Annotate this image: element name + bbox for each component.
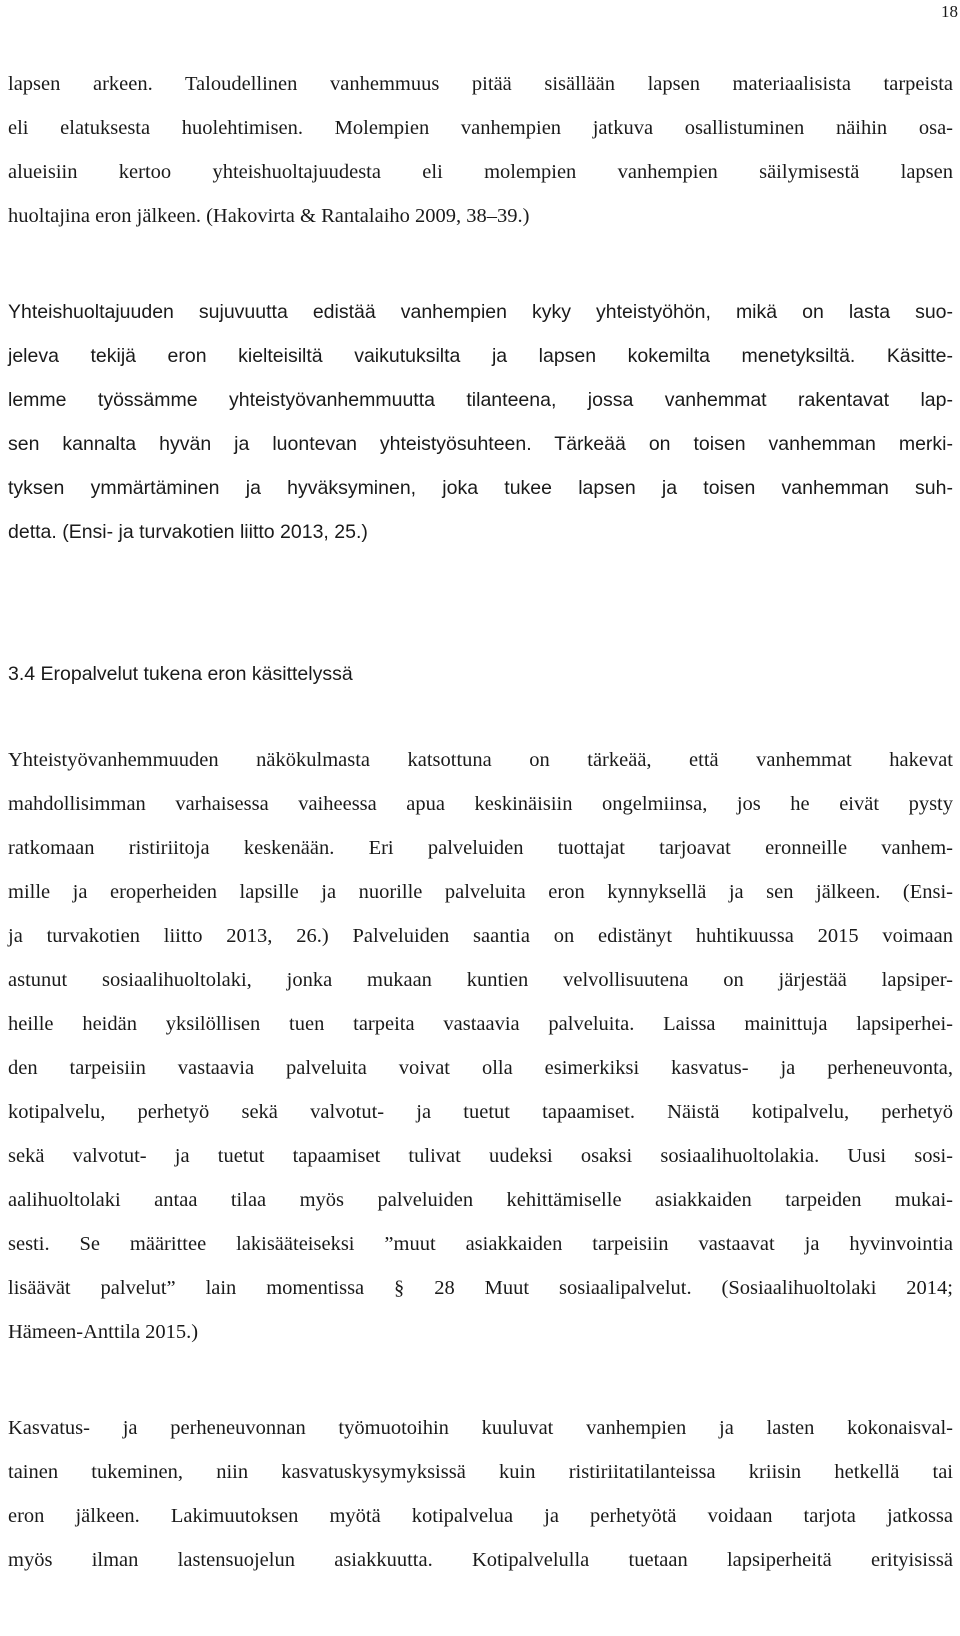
text-line: sekä valvotut- ja tuetut tapaamiset tulivat uudeksi osaksi sosiaalihuoltolakia. Uusi sosi- bbox=[8, 1145, 953, 1167]
text-line: detta. (Ensi- ja turvakotien liitto 2013, 25.) bbox=[8, 521, 368, 543]
text-line: lemme työssämme yhteistyövanhemmuutta tilanteena, jossa vanhemmat rakentavat lap- bbox=[8, 389, 953, 411]
text-line: sen kannalta hyvän ja luontevan yhteistyösuhteen. Tärkeää on toisen vanhemman merki- bbox=[8, 433, 953, 455]
text-line: alueisiin kertoo yhteishuoltajuudesta eli molempien vanhempien säilymisestä lapsen bbox=[8, 161, 953, 183]
text-line: jeleva tekijä eron kielteisiltä vaikutuksilta ja lapsen kokemilta menetyksiltä. Käsitte- bbox=[8, 345, 953, 367]
text-line: lisäävät palvelut” lain momentissa § 28 Muut sosiaalipalvelut. (Sosiaalihuoltolaki 2014; bbox=[8, 1277, 953, 1299]
text-line: eli elatuksesta huolehtimisen. Molempien vanhempien jatkuva osallistuminen näihin osa- bbox=[8, 117, 953, 139]
paragraph-divorce-services bbox=[8, 738, 953, 1354]
text-line: Hämeen-Anttila 2015.) bbox=[8, 1321, 199, 1343]
text-line: Kasvatus- ja perheneuvonnan työmuotoihin kuuluvat vanhempien ja lasten kokonaisval- bbox=[8, 1417, 953, 1439]
text-line: ja turvakotien liitto 2013, 26.) Palveluiden saantia on edistänyt huhtikuussa 2015 voimaan bbox=[8, 925, 953, 947]
text-line: ratkomaan ristiriitoja keskenään. Eri palveluiden tuottajat tarjoavat eronneille vanhem- bbox=[8, 837, 953, 859]
text-line: astunut sosiaalihuoltolaki, jonka mukaan kuntien velvollisuutena on järjestää lapsiper- bbox=[8, 969, 953, 991]
text-line: Yhteistyövanhemmuuden näkökulmasta katsottuna on tärkeää, että vanhemmat hakevat bbox=[8, 749, 953, 771]
text-line: mahdollisimman varhaisessa vaiheessa apua keskinäisiin ongelmiinsa, jos he eivät pysty bbox=[8, 793, 953, 815]
text-line: eron jälkeen. Lakimuutoksen myötä kotipalvelua ja perhetyötä voidaan tarjota jatkossa bbox=[8, 1505, 953, 1527]
paragraph-family-counselling bbox=[8, 1406, 953, 1582]
text-line: tainen tukeminen, niin kasvatuskysymyksissä kuin ristiriitatilanteissa kriisin hetkellä tai bbox=[8, 1461, 953, 1483]
text-line: heille heidän yksilöllisen tuen tarpeita vastaavia palveluita. Laissa mainittuja lapsiperhei- bbox=[8, 1013, 953, 1035]
text-line: mille ja eroperheiden lapsille ja nuorille palveluita eron kynnyksellä ja sen jälkeen. (Ensi- bbox=[8, 881, 953, 903]
text-line: myös ilman lastensuojelun asiakkuutta. Kotipalvelulla tuetaan lapsiperheitä erityisissä bbox=[8, 1549, 953, 1571]
text-line: tyksen ymmärtäminen ja hyväksyminen, joka tukee lapsen ja toisen vanhemman suh- bbox=[8, 477, 953, 499]
paragraph-joint-custody bbox=[8, 290, 953, 554]
text-line: huoltajina eron jälkeen. (Hakovirta & Rantalaiho 2009, 38–39.) bbox=[8, 205, 530, 227]
text-line: Yhteishuoltajuuden sujuvuutta edistää vanhempien kyky yhteistyöhön, mikä on lasta suo- bbox=[8, 301, 953, 323]
text-line: den tarpeisiin vastaavia palveluita voivat olla esimerkiksi kasvatus- ja perheneuvonta, bbox=[8, 1057, 953, 1079]
paragraph-family-economics bbox=[8, 62, 953, 238]
text-line: lapsen arkeen. Taloudellinen vanhemmuus pitää sisällään lapsen materiaalisista tarpeista bbox=[8, 73, 953, 95]
section-heading: 3.4 Eropalvelut tukena eron käsittelyssä bbox=[8, 663, 353, 685]
text-line: kotipalvelu, perhetyö sekä valvotut- ja tuetut tapaamiset. Näistä kotipalvelu, perhetyö bbox=[8, 1101, 953, 1123]
text-line: aalihuoltolaki antaa tilaa myös palveluiden kehittämiselle asiakkaiden tarpeiden mukai- bbox=[8, 1189, 953, 1211]
page-number: 18 bbox=[941, 2, 958, 21]
text-line: sesti. Se määrittee lakisääteiseksi ”muut asiakkaiden tarpeisiin vastaavat ja hyvinvointia bbox=[8, 1233, 953, 1255]
